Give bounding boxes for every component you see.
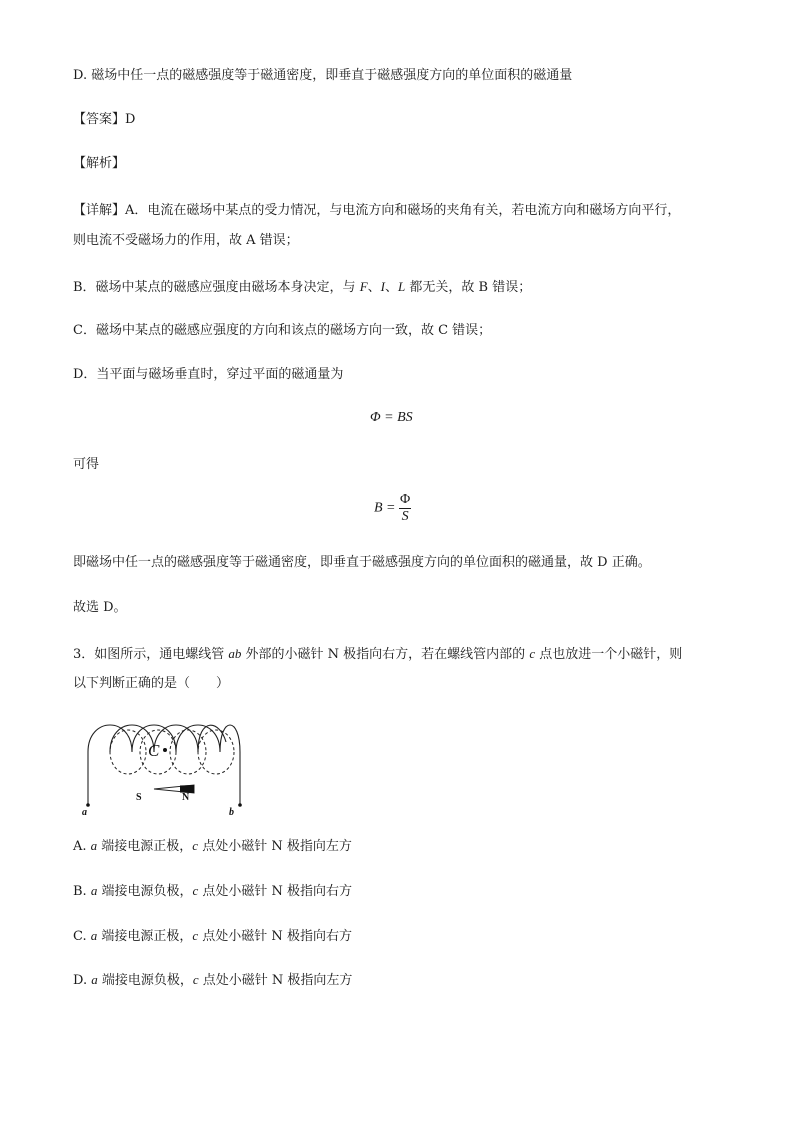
option-c-prefix: C. [73,929,91,944]
option-d-text-2: 点处小磁针 N 极指向左方 [198,973,353,988]
question-3-stem-line-1 [73,644,682,665]
detail-option-d: D．当平面与磁场垂直时，穿过平面的磁通量为 [73,367,344,382]
symbol-L: L [398,279,406,294]
detail-line-1: 【详解】A．电流在磁场中某点的受力情况，与电流方向和磁场的夹角有关，若电流方向和磁场方向平行， [73,203,681,218]
q3-text-d: 点也放进一个小磁针，则 [535,647,683,662]
option-d-prefix: D. [73,973,92,988]
coil-wire-front [88,725,240,804]
q3-text-b: 外部的小磁针 N 极指向右方，若在螺线管内部的 [241,647,530,662]
option-c-symbol-a: a [90,928,98,943]
formula-b-over-s [374,492,411,525]
choose-line: 故选 D。 [73,600,127,615]
option-a-symbol-a: a [90,838,98,853]
symbol-I: I [380,279,385,294]
fraction [399,492,411,525]
fraction-numerator: Φ [400,492,411,507]
option-a-prefix: A. [73,839,91,854]
symbol-c: c [529,646,536,661]
option-c[interactable] [73,926,352,947]
detail-option-c: C．磁场中某点的磁感应强度的方向和该点的磁场方向一致，故 C 错误； [73,323,492,338]
option-a-text-1: 端接电源正极， [97,839,193,854]
formula-flux: Φ = BS [370,410,413,425]
option-d-symbol-c: c [192,972,199,987]
option-d-symbol-a: a [91,972,98,987]
symbol-ab: ab [228,646,242,661]
coil-back-loop-3 [170,730,206,774]
option-b-symbol-a: a [90,883,98,898]
option-d-text-1: 端接电源负极， [97,973,193,988]
option-b-symbol-c: c [192,883,199,898]
label-N: N [182,792,190,803]
solenoid-figure [76,712,256,818]
q3-text-a: 3．如图所示，通电螺线管 [73,647,229,662]
b-text-post: 都无关，故 B 错误； [405,280,532,295]
label-a: a [82,807,87,818]
option-c-symbol-c: c [192,928,199,943]
detail-line-2: 则电流不受磁场力的作用，故 A 错误； [73,233,299,248]
symbol-F: F [359,279,368,294]
formula-lhs: B = [374,500,396,516]
point-c-dot [163,748,167,752]
fraction-denominator: S [401,509,409,524]
previous-option-d: D. 磁场中任一点的磁感强度等于磁通密度，即垂直于磁感强度方向的单位面积的磁通量 [73,68,573,83]
option-b-prefix: B. [73,884,91,899]
terminal-b-dot [238,803,242,807]
option-c-text-1: 端接电源正极， [97,929,193,944]
detail-conclusion: 即磁场中任一点的磁感强度等于磁通密度，即垂直于磁感强度方向的单位面积的磁通量，故 D 正确。 [73,555,651,570]
option-b-text-1: 端接电源负极， [97,884,193,899]
option-a[interactable] [73,836,352,857]
option-a-text-2: 点处小磁针 N 极指向左方 [198,839,352,854]
label-S: S [136,792,142,803]
analysis-heading: 【解析】 [73,156,126,171]
b-text-pre: B．磁场中某点的磁感应强度由磁场本身决定，与 [73,280,360,295]
option-c-text-2: 点处小磁针 N 极指向右方 [198,929,352,944]
detail-option-b [73,277,531,298]
label-b: b [229,807,234,818]
option-b[interactable] [73,881,352,902]
option-b-text-2: 点处小磁针 N 极指向右方 [198,884,353,899]
option-d[interactable] [73,970,352,991]
option-a-symbol-c: c [192,838,199,853]
question-3-stem-line-2: 以下判断正确的是（ ） [73,676,230,691]
derive-text: 可得 [73,457,100,472]
b-sep-2: 、 [385,280,399,295]
b-sep-1: 、 [367,280,381,295]
answer-line: 【答案】D [73,112,136,127]
label-c: C [148,741,160,760]
